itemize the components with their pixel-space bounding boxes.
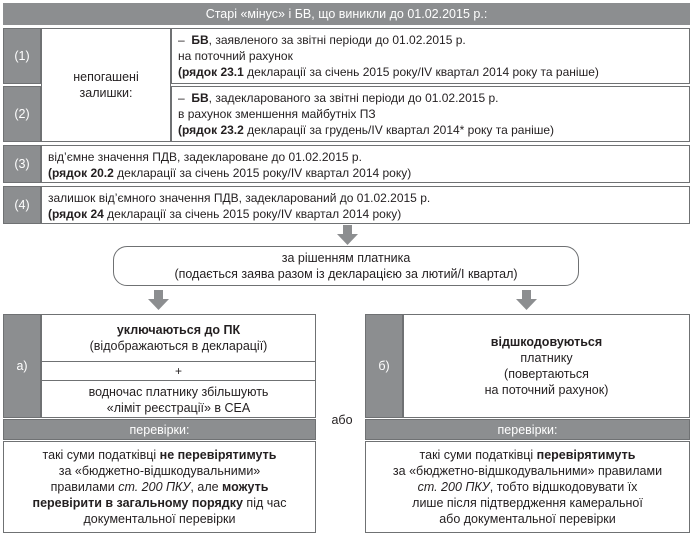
option-a-content: уключаються до ПК (відображаються в декларації) + водночас платнику збільшують «ліміт реєстрації» в СЕА <box>41 314 316 418</box>
option-a-tag: а) <box>3 314 41 418</box>
row-3-content: від’ємне значення ПДВ, задеклароване до 01.02.2015 р. (рядок 20.2 декларації за січень 2015 року/IV квартал 2014 року) <box>41 145 690 183</box>
plus-separator: + <box>42 361 315 380</box>
or-label: або <box>331 413 353 427</box>
header-title: Старі «мінус» і БВ, що виникли до 01.02.2015 р.: <box>205 7 488 21</box>
down-arrow-icon <box>337 225 358 245</box>
row-2-content: – БВ, задекларованого за звітні періоди до 01.02.2015 р. в рахунок зменшення майбутніх ПЗ (рядок 23.2 декларації за грудень/IV квартал 2014* року та раніше) <box>171 86 690 142</box>
row-number-3: (3) <box>3 145 41 183</box>
diagram-header <box>3 3 690 25</box>
down-arrow-left-icon <box>148 290 169 310</box>
option-b-tag: б) <box>365 314 403 418</box>
row-1-content: – БВ, заявленого за звітні періоди до 01.02.2015 р. на поточний рахунок (рядок 23.1 декларації за січень 2015 року/IV квартал 2014 року та раніше) <box>171 28 690 84</box>
option-b-content: відшкодовуються платнику (повертаються на поточний рахунок) <box>403 314 690 418</box>
option-a-checks-header: перевірки: <box>3 419 316 440</box>
row-number-4: (4) <box>3 186 41 224</box>
option-b-checks-text: такі суми податківці перевірятимуть за «бюджетно-відшкодувальними» правилами ст. 200 ПКУ, тобто відшкодовувати їх лише після підтвердження камеральної або документальної перевірки <box>365 441 690 533</box>
row-number-2: (2) <box>3 86 41 142</box>
row-4-content: залишок від’ємного значення ПДВ, задекларований до 01.02.2015 р. (рядок 24 декларації за січень 2015 року/IV квартал 2014 року) <box>41 186 690 224</box>
payer-decision-box: за рішенням платника (подається заява разом із декларацією за лютий/I квартал) <box>113 246 579 286</box>
row-number-1: (1) <box>3 28 41 84</box>
option-a-checks-text: такі суми податківці не перевірятимуть за «бюджетно-відшкодувальними» правилами ст. 200 ПКУ, але можуть перевірити в загальному порядку під час документальної перевірки <box>3 441 316 533</box>
option-b-checks-header: перевірки: <box>365 419 690 440</box>
down-arrow-right-icon <box>516 290 537 310</box>
unpaid-balances-label: непогашені залишки: <box>41 28 171 142</box>
